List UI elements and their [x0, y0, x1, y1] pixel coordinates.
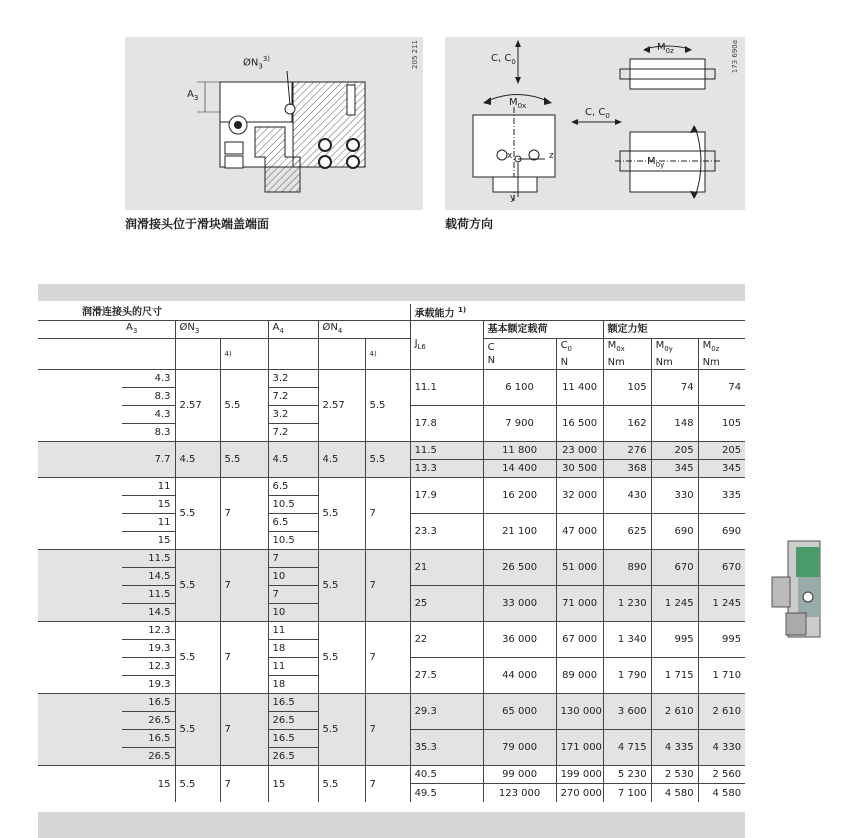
- moz-cell: 2 560: [698, 766, 745, 784]
- jl-cell: 35.3: [410, 730, 483, 766]
- a4-cell: 3.2: [268, 406, 318, 424]
- header-row-3: [38, 339, 745, 370]
- n4-alt-cell: 7: [365, 766, 410, 802]
- a3-cell: 12.3: [122, 658, 175, 676]
- a3-cell: 26.5: [122, 748, 175, 766]
- moz-cell: 335: [698, 478, 745, 514]
- mox-cell: 430: [603, 478, 651, 514]
- a3-cell: 26.5: [122, 712, 175, 730]
- col-c-header: C N: [483, 339, 556, 370]
- n3-alt-cell: 7: [220, 766, 268, 802]
- a4-cell: 18: [268, 676, 318, 694]
- moz-cell: 74: [698, 370, 745, 406]
- jl-cell: 49.5: [410, 784, 483, 802]
- table-row: [38, 694, 745, 712]
- c-cell: 44 000: [483, 658, 556, 694]
- c0-cell: 23 000: [556, 442, 603, 460]
- c0-cell: 71 000: [556, 586, 603, 622]
- a4-cell: 3.2: [268, 370, 318, 388]
- header-row-2: [38, 321, 745, 339]
- moy-cell: 2 530: [651, 766, 698, 784]
- n3-alt-cell: 5.5: [220, 370, 268, 442]
- moy-cell: 4 580: [651, 784, 698, 802]
- a3-cell: 15: [122, 496, 175, 514]
- a3-cell: 7.7: [122, 442, 175, 478]
- mox-cell: 5 230: [603, 766, 651, 784]
- c-cell: 65 000: [483, 694, 556, 730]
- a4-cell: 7.2: [268, 388, 318, 406]
- right-figure-code: 173 690a: [731, 40, 739, 74]
- a3-cell: 14.5: [122, 568, 175, 586]
- col-mox-header: $M_{0x}$ Nm: [603, 339, 651, 370]
- moz-cell: 105: [698, 406, 745, 442]
- a4-cell: 26.5: [268, 712, 318, 730]
- c-cell: 99 000: [483, 766, 556, 784]
- mox-cell: 7 100: [603, 784, 651, 802]
- moy-cell: 205: [651, 442, 698, 460]
- moy-cell: 1 715: [651, 658, 698, 694]
- table-row: [38, 478, 745, 496]
- jl-cell: 22: [410, 622, 483, 658]
- load-drawing: [445, 37, 745, 210]
- mox-cell: 1 340: [603, 622, 651, 658]
- n4-alt-cell: 7: [365, 622, 410, 694]
- moz-label: $M_{0z}$: [657, 42, 674, 55]
- lube-drawing: [125, 37, 423, 210]
- jl-cell: 17.9: [410, 478, 483, 514]
- a3-cell: 11.5: [122, 586, 175, 604]
- c-cell: 21 100: [483, 514, 556, 550]
- a4-cell: 4.5: [268, 442, 318, 478]
- a3-cell: 4.3: [122, 406, 175, 424]
- capacity-group-header: 承载能力 $^{1)}$: [410, 304, 745, 321]
- mox-cell: 1 230: [603, 586, 651, 622]
- c-cell: 6 100: [483, 370, 556, 406]
- n3-cell: 5.5: [175, 694, 220, 766]
- moy-cell: 2 610: [651, 694, 698, 730]
- table-row: [38, 766, 745, 784]
- c0-cell: 47 000: [556, 514, 603, 550]
- dimensions-group-header: 润滑连接头的尺寸: [122, 304, 410, 321]
- jl-cell: 11.5: [410, 442, 483, 460]
- moz-cell: 1 245: [698, 586, 745, 622]
- c-cell: 79 000: [483, 730, 556, 766]
- col-c0-header: $C_0$ N: [556, 339, 603, 370]
- a4-cell: 7: [268, 586, 318, 604]
- moy-label: $M_{0y}$: [647, 156, 665, 169]
- c-cell: 7 900: [483, 406, 556, 442]
- col-moz-header: $M_{0z}$ Nm: [698, 339, 745, 370]
- mox-cell: 368: [603, 460, 651, 478]
- mox-cell: 890: [603, 550, 651, 586]
- a3-cell: 11: [122, 514, 175, 532]
- moy-cell: 690: [651, 514, 698, 550]
- moy-cell: 345: [651, 460, 698, 478]
- left-figure-caption: 润滑接头位于滑块端盖端面: [125, 217, 270, 231]
- c0-cell: 199 000: [556, 766, 603, 784]
- jl-cell: 29.3: [410, 694, 483, 730]
- a4-cell: 6.5: [268, 514, 318, 532]
- moz-cell: 995: [698, 622, 745, 658]
- a4-cell: 15: [268, 766, 318, 802]
- table-row: [38, 370, 745, 388]
- moz-cell: 1 710: [698, 658, 745, 694]
- n3-dim-label: $ØN_3^{3)}$: [243, 55, 271, 71]
- moz-cell: 2 610: [698, 694, 745, 730]
- n4-alt-cell: 7: [365, 694, 410, 766]
- a4-cell: 10: [268, 568, 318, 586]
- a3-cell: 8.3: [122, 388, 175, 406]
- a4-cell: 6.5: [268, 478, 318, 496]
- col-moy-header: $M_{0y}$ Nm: [651, 339, 698, 370]
- a3-cell: 12.3: [122, 622, 175, 640]
- jl-cell: 23.3: [410, 514, 483, 550]
- c0-cell: 51 000: [556, 550, 603, 586]
- a3-dim-label: $A_3$: [187, 89, 199, 102]
- moy-cell: 670: [651, 550, 698, 586]
- n4-cell: 4.5: [318, 442, 365, 478]
- a4-cell: 11: [268, 622, 318, 640]
- left-figure-code: 205 211: [411, 40, 419, 69]
- a3-cell: 4.3: [122, 370, 175, 388]
- product-thumbnail: [768, 537, 828, 641]
- jl-cell: 13.3: [410, 460, 483, 478]
- jl-cell: 21: [410, 550, 483, 586]
- spec-table: [38, 304, 745, 802]
- col-n4-header: $ØN_4$: [318, 321, 410, 339]
- c0-cell: 89 000: [556, 658, 603, 694]
- table-top-band: [38, 284, 745, 301]
- moz-cell: 690: [698, 514, 745, 550]
- a4-cell: 26.5: [268, 748, 318, 766]
- a4-cell: 10.5: [268, 532, 318, 550]
- moy-cell: 995: [651, 622, 698, 658]
- c-cell: 11 800: [483, 442, 556, 460]
- moy-cell: 148: [651, 406, 698, 442]
- table-row: [38, 622, 745, 640]
- c0-cell: 16 500: [556, 406, 603, 442]
- c0-cell: 130 000: [556, 694, 603, 730]
- c-cell: 26 500: [483, 550, 556, 586]
- moment-header: 额定力矩: [603, 321, 745, 339]
- mox-cell: 625: [603, 514, 651, 550]
- a3-cell: 8.3: [122, 424, 175, 442]
- n3-cell: 5.5: [175, 478, 220, 550]
- n4-cell: 5.5: [318, 766, 365, 802]
- mox-cell: 162: [603, 406, 651, 442]
- c0-cell: 171 000: [556, 730, 603, 766]
- c-cell: 36 000: [483, 622, 556, 658]
- c-top-label: C, $C_0$: [491, 53, 516, 66]
- z-axis-label: z: [549, 151, 554, 161]
- c0-cell: 270 000: [556, 784, 603, 802]
- mox-cell: 276: [603, 442, 651, 460]
- n3-alt-cell: 7: [220, 694, 268, 766]
- jl-cell: 27.5: [410, 658, 483, 694]
- a4-cell: 16.5: [268, 694, 318, 712]
- moz-cell: 205: [698, 442, 745, 460]
- col-a3-header: $A_3$: [122, 321, 175, 339]
- a4-cell: 18: [268, 640, 318, 658]
- c0-cell: 11 400: [556, 370, 603, 406]
- n4-alt-cell: 7: [365, 478, 410, 550]
- a3-cell: 19.3: [122, 676, 175, 694]
- col-jl-header: $J_{L6}$: [410, 321, 483, 370]
- n3-cell: 5.5: [175, 622, 220, 694]
- jl-cell: 40.5: [410, 766, 483, 784]
- table-bottom-band: [38, 812, 745, 838]
- n3-cell: 5.5: [175, 550, 220, 622]
- c-cell: 123 000: [483, 784, 556, 802]
- header-row-1: [38, 304, 745, 321]
- n4-cell: 5.5: [318, 622, 365, 694]
- table-row: [38, 550, 745, 568]
- n3-alt-cell: 7: [220, 550, 268, 622]
- c0-cell: 30 500: [556, 460, 603, 478]
- y-axis-label: y: [510, 193, 516, 203]
- n3-alt-cell: 5.5: [220, 442, 268, 478]
- moz-cell: 670: [698, 550, 745, 586]
- moy-cell: 4 335: [651, 730, 698, 766]
- a4-cell: 7.2: [268, 424, 318, 442]
- jl-cell: 25: [410, 586, 483, 622]
- a4-cell: 7: [268, 550, 318, 568]
- n4-alt-cell: 5.5: [365, 370, 410, 442]
- n4-cell: 2.57: [318, 370, 365, 442]
- a3-cell: 19.3: [122, 640, 175, 658]
- table-row: [38, 442, 745, 460]
- table-body: [38, 370, 745, 802]
- jl-cell: 11.1: [410, 370, 483, 406]
- a4-cell: 10: [268, 604, 318, 622]
- a3-cell: 15: [122, 766, 175, 802]
- n4-cell: 5.5: [318, 478, 365, 550]
- load-direction-figure: [445, 37, 745, 210]
- a3-cell: 16.5: [122, 694, 175, 712]
- n3-alt-cell: 7: [220, 478, 268, 550]
- col-n3-header: $ØN_3$: [175, 321, 268, 339]
- c-cell: 14 400: [483, 460, 556, 478]
- n4-cell: 5.5: [318, 694, 365, 766]
- moy-cell: 330: [651, 478, 698, 514]
- n4-alt-cell: 7: [365, 550, 410, 622]
- a4-cell: 11: [268, 658, 318, 676]
- c-cell: 16 200: [483, 478, 556, 514]
- lubrication-port-figure: [125, 37, 423, 210]
- mox-cell: 3 600: [603, 694, 651, 730]
- n4-alt-cell: 5.5: [365, 442, 410, 478]
- c-right-label: C, $C_0$: [585, 107, 610, 120]
- x-axis-label: x: [507, 151, 513, 161]
- a3-cell: 15: [122, 532, 175, 550]
- moy-cell: 1 245: [651, 586, 698, 622]
- jl-cell: 17.8: [410, 406, 483, 442]
- a3-cell: 16.5: [122, 730, 175, 748]
- moy-cell: 74: [651, 370, 698, 406]
- a4-cell: 16.5: [268, 730, 318, 748]
- col-a4-header: $A_4$: [268, 321, 318, 339]
- a3-cell: 14.5: [122, 604, 175, 622]
- c0-cell: 67 000: [556, 622, 603, 658]
- moz-cell: 345: [698, 460, 745, 478]
- moz-cell: 4 580: [698, 784, 745, 802]
- n3-alt-cell: 7: [220, 622, 268, 694]
- dynamic-load-header: 基本额定载荷: [483, 321, 603, 339]
- mox-cell: 1 790: [603, 658, 651, 694]
- a4-cell: 10.5: [268, 496, 318, 514]
- right-figure-caption: 载荷方向: [445, 217, 494, 231]
- n3-cell: 4.5: [175, 442, 220, 478]
- n3-cell: 2.57: [175, 370, 220, 442]
- mox-cell: 105: [603, 370, 651, 406]
- moz-cell: 4 330: [698, 730, 745, 766]
- note-4-n4: 4): [365, 339, 410, 370]
- c-cell: 33 000: [483, 586, 556, 622]
- a3-cell: 11.5: [122, 550, 175, 568]
- c0-cell: 32 000: [556, 478, 603, 514]
- n4-cell: 5.5: [318, 550, 365, 622]
- mox-label: $M_{0x}$: [509, 97, 527, 110]
- a3-cell: 11: [122, 478, 175, 496]
- note-4-n3: 4): [220, 339, 268, 370]
- n3-cell: 5.5: [175, 766, 220, 802]
- mox-cell: 4 715: [603, 730, 651, 766]
